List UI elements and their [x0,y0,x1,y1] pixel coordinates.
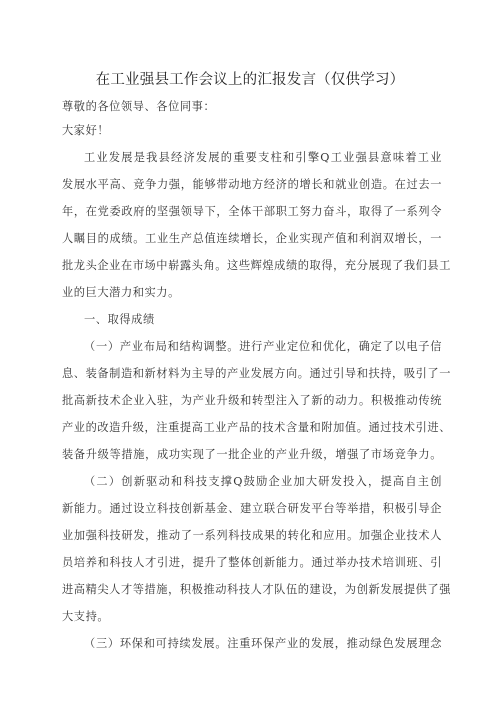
paragraph-line: 批龙头企业在市场中崭露头角。这些辉煌成绩的取得，充分展现了我们县工 [62,259,451,272]
paragraph-line: 业加强科技研发，推动了一系列科技成果的转化和应用。加强企业技术人 [62,529,442,542]
paragraph-line: 业的巨大潜力和实力。 [62,286,180,299]
section-heading: 一、取得成绩 [84,313,155,326]
paragraph-line: 产业的改造升级，注重提高工业产品的技术含量和附加值。通过技术引进、 [62,421,451,434]
paragraph-line: 年，在党委政府的坚强领导下，全体干部职工努力奋斗，取得了一系列令 [62,205,442,218]
paragraph-line: （一）产业布局和结构调整。进行产业定位和优化，确定了以电子信 [84,340,442,353]
paragraph-line: 进高精尖人才等措施，积极推动科技人才队伍的建设，为创新发展提供了强 [62,583,451,596]
paragraph-line: 装备升级等措施，成功实现了一批企业的产业升级，增强了市场竞争力。 [62,448,442,461]
paragraph-line: 人瞩目的成绩。工业生产总值连续增长，企业实现产值和利润双增长，一 [62,232,442,245]
paragraph-line: （二）创新驱动和科技支撑Q鼓励企业加大研发投入，提高自主创 [84,475,442,488]
paragraph-line: 新能力。通过设立科技创新基金、建立联合研发平台等举措，积极引导企 [62,502,442,515]
document-title: 在工业强县工作会议上的汇报发言（仅供学习） [95,72,405,88]
paragraph-line: 息、装备制造和新材料为主导的产业发展方向。通过引导和扶持，吸引了一 [62,367,451,380]
paragraph-line: 员培养和科技人才引进，提升了整体创新能力。通过举办技术培训班、引 [62,556,442,569]
greeting: 大家好！ [62,124,110,137]
paragraph-line: 批高新技术企业入驻，为产业升级和转型注入了新的动力。积极推动传统 [62,394,442,407]
paragraph-line: 工业发展是我县经济发展的重要支柱和引擎Q工业强县意味着工业 [84,151,442,164]
paragraph-line: 大支持。 [62,610,110,623]
paragraph-line: （三）环保和可持续发展。注重环保产业的发展，推动绿色发展理念 [84,637,442,650]
paragraph-line: 发展水平高、竞争力强，能够带动地方经济的增长和就业创造。在过去一 [62,178,442,191]
salutation: 尊敬的各位领导、各位同事： [62,100,216,113]
